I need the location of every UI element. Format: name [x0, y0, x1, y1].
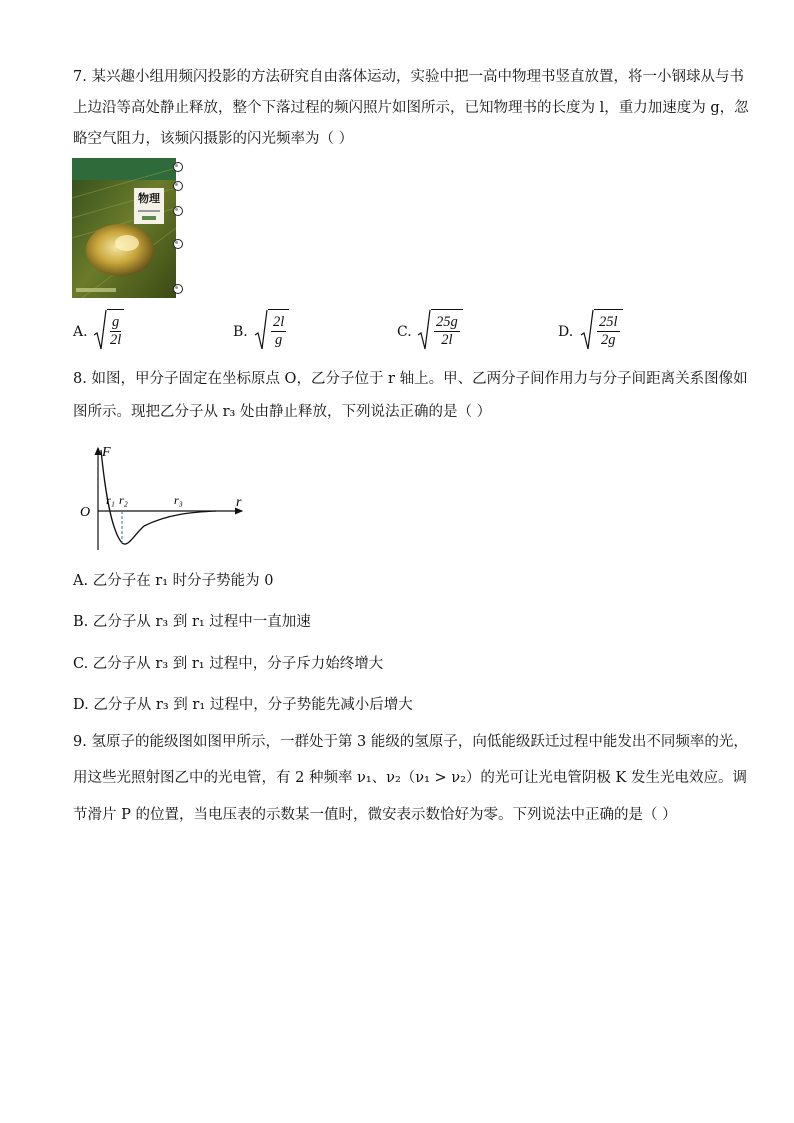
ball-flash-2: [173, 181, 183, 191]
q7-line-1: 7. 某兴趣小组用频闪投影的方法研究自由落体运动，实验中把一高中物理书竖直放置，将一小钢球从与书: [73, 69, 744, 85]
q7-option-d-expr: $\frac{25l}{2g}$: [580, 309, 623, 353]
q8-option-b: B. 乙分子从 r₃ 到 r₁ 过程中一直加速: [73, 614, 311, 630]
q8-option-d: D. 乙分子从 r₃ 到 r₁ 过程中，分子势能先减小后增大: [73, 697, 413, 713]
q7-option-d-label: D.: [558, 324, 574, 340]
label-r3: r₃: [174, 493, 183, 507]
origin-label: O: [80, 505, 91, 520]
ball-flash-3: [173, 206, 183, 216]
force-distance-graph: [78, 440, 248, 555]
q7-option-a-expr: $\frac{g}{2l}$: [93, 309, 124, 353]
q7-line-3: 略空气阻力，该频闪摄影的闪光频率为（ ）: [73, 131, 354, 147]
q7-option-c-label: C.: [397, 324, 412, 340]
q8-line-2: 图所示。现把乙分子从 r₃ 处由静止释放，下列说法正确的是（ ）: [73, 404, 492, 420]
q7-option-b-label: B.: [233, 324, 248, 340]
ball-flash-5: [173, 284, 183, 294]
q9-line-1: 9. 氢原子的能级图如图甲所示，一群处于第 3 能级的氢原子，向低能级跃迁过程中能发出不同频率的光，: [73, 734, 748, 750]
book-title: 物理: [138, 192, 160, 205]
label-r1: r₁: [106, 493, 115, 507]
q8-option-c: C. 乙分子从 r₃ 到 r₁ 过程中，分子斥力始终增大: [73, 656, 384, 672]
q7-option-b-expr: $\frac{2l}{g}$: [254, 309, 289, 353]
axis-label-r: r: [236, 495, 242, 510]
q9-line-3: 节滑片 P 的位置，当电压表的示数某一值时，微安表示数恰好为零。下列说法中正确的是（ ）: [73, 807, 677, 823]
q7-option-a-label: A.: [73, 324, 88, 340]
q8-line-1: 8. 如图，甲分子固定在坐标原点 O，乙分子位于 r 轴上。甲、乙两分子间作用力与分子间距离关系图像如: [73, 371, 748, 387]
ball-flash-4: [173, 239, 183, 249]
q7-option-c-expr: $\frac{25g}{2l}$: [417, 309, 463, 353]
ball-flash-1: [173, 162, 183, 172]
q7-line-2: 上边沿等高处静止释放，整个下落过程的频闪照片如图所示，已知物理书的长度为 l，重力加速度为 g，忽: [73, 100, 749, 116]
q8-option-a: A. 乙分子在 r₁ 时分子势能为 0: [73, 573, 274, 589]
axis-label-f: F: [102, 445, 111, 460]
label-r2: r₂: [119, 493, 128, 507]
q9-line-2: 用这些光照射图乙中的光电管，有 2 种频率 ν₁、ν₂（ν₁ > ν₂）的光可让光电管阴极 K 发生光电效应。调: [73, 770, 747, 786]
physics-book-image: [72, 158, 182, 298]
